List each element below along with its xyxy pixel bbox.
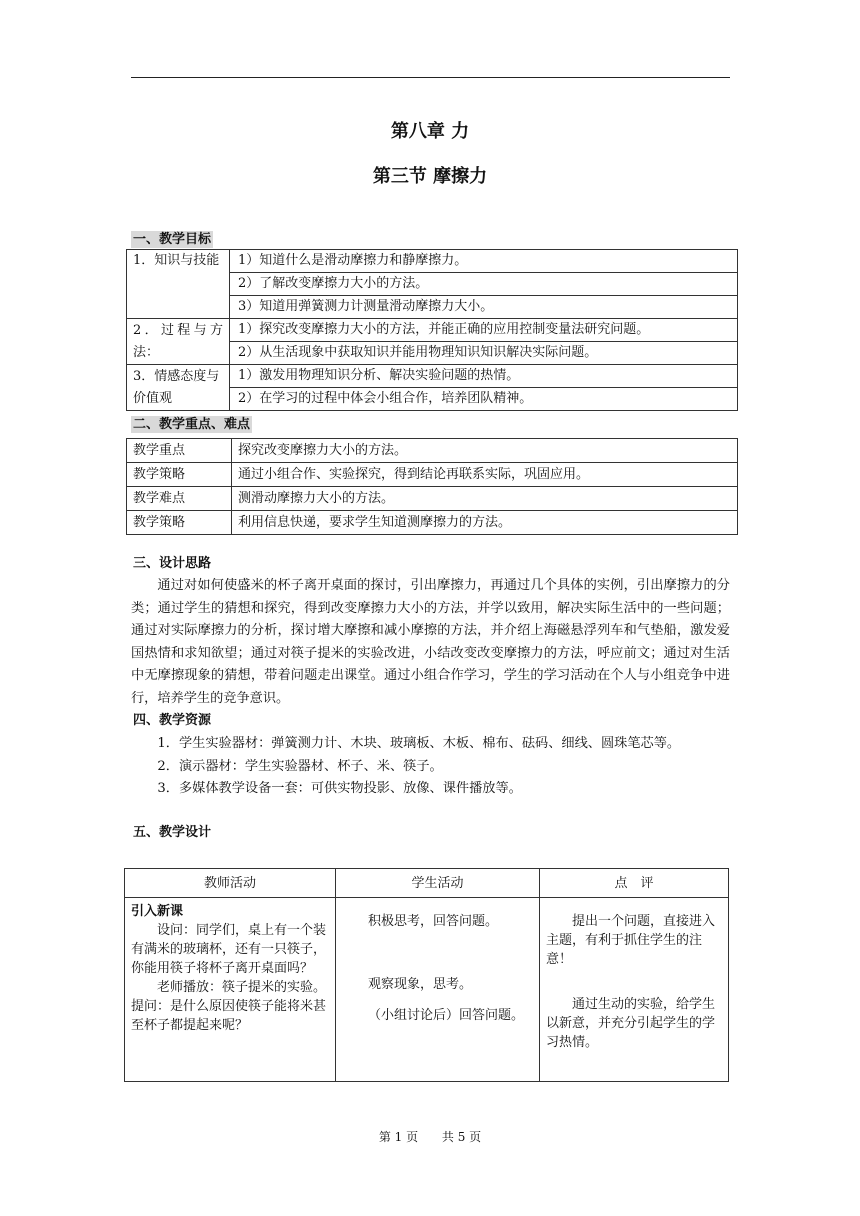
comment-cell bbox=[540, 898, 729, 1082]
header-student: 学生活动 bbox=[336, 869, 540, 898]
comment-1: 提出一个问题，直接进入主题，有利于抓住学生的注意！ bbox=[546, 914, 716, 967]
process-item: 2）从生活现象中获取知识并能用物理知识知识解决实际问题。 bbox=[230, 342, 738, 365]
teacher-activity-cell bbox=[125, 898, 336, 1082]
knowledge-item: 3）知道用弹簧测力计测量滑动摩擦力大小。 bbox=[230, 296, 738, 319]
student-response-2: 观察现象，思考。 bbox=[368, 977, 473, 992]
teacher-demo: 老师播放：筷子提米的实验。 bbox=[157, 980, 327, 995]
resource-item: 3．多媒体教学设备一套：可供实物投影、放像、课件播放等。 bbox=[157, 781, 522, 796]
resource-item: 1．学生实验器材：弹簧测力计、木块、玻璃板、木板、棉布、砝码、细线、圆珠笔芯等。 bbox=[157, 736, 681, 751]
key-point-label: 教学策略 bbox=[127, 511, 232, 535]
section-heading-objectives: 一、教学目标 bbox=[133, 232, 212, 247]
student-response-1: 积极思考，回答问题。 bbox=[368, 914, 499, 929]
footer-total-pages: 共 5 页 bbox=[441, 1130, 482, 1144]
section-heading-key-points: 二、教学重点、难点 bbox=[133, 417, 251, 432]
teacher-ask: 提问：是什么原因使筷子能将米甚至杯子都提起来呢？ bbox=[131, 999, 327, 1033]
resources-list bbox=[131, 733, 730, 801]
teaching-design-table bbox=[124, 868, 729, 1082]
comment-2: 通过生动的实验，给学生以新意，并充分引起学生的学习热情。 bbox=[546, 997, 716, 1050]
knowledge-item: 1）知道什么是滑动摩擦力和静摩擦力。 bbox=[230, 250, 738, 273]
key-point-value: 通过小组合作、实验探究，得到结论再联系实际，巩固应用。 bbox=[232, 463, 738, 487]
process-label: 2．过程与方法： bbox=[127, 319, 230, 365]
attitude-item: 2）在学习的过程中体会小组合作，培养团队精神。 bbox=[230, 388, 738, 411]
resource-item: 2．演示器材：学生实验器材、杯子、米、筷子。 bbox=[157, 758, 443, 774]
knowledge-item: 2）了解改变摩擦力大小的方法。 bbox=[230, 273, 738, 296]
attitude-label: 3．情感态度与价值观 bbox=[127, 365, 230, 411]
section-heading-resources: 四、教学资源 bbox=[133, 713, 212, 728]
process-item: 1）探究改变摩擦力大小的方法，并能正确的应用控制变量法研究问题。 bbox=[230, 319, 738, 342]
key-point-value: 探究改变摩擦力大小的方法。 bbox=[232, 439, 738, 463]
footer-page-number: 第 1 页 bbox=[378, 1130, 419, 1144]
student-response-3: （小组讨论后）回答问题。 bbox=[368, 1008, 525, 1023]
key-point-value: 测滑动摩擦力大小的方法。 bbox=[232, 487, 738, 511]
section-heading-design-idea: 三、设计思路 bbox=[133, 556, 212, 571]
header-comment: 点 评 bbox=[540, 869, 729, 898]
key-point-label: 教学难点 bbox=[127, 487, 232, 511]
section-heading-teaching-design: 五、教学设计 bbox=[133, 825, 212, 840]
design-idea-text: 通过对如何使盛米的杯子离开桌面的探讨，引出摩擦力，再通过几个具体的实例，引出摩擦力的分类；通过学生的猜想和探究，得到改变摩擦力大小的方法，并学以致用，解决实际生活中的一些问题；通过对实际摩擦力的分析，探讨增大摩擦和减小摩擦的方法，并介绍上海磁悬浮列车和气垫船，激发爱国热情和求知欲望；通过对筷子提米的实验改进，小结改变改变摩擦力的方法，呼应前文；通过对生活中无摩擦现象的猜想，带着问题走出课堂。通过小组合作学习，学生的学习活动在个人与小组竞争中进行，培养学生的竞争意识。 bbox=[131, 578, 730, 706]
header-rule bbox=[131, 77, 730, 78]
student-activity-cell bbox=[336, 898, 540, 1082]
teacher-heading: 引入新课 bbox=[131, 904, 184, 919]
key-points-table bbox=[126, 438, 738, 535]
design-idea-paragraph bbox=[131, 575, 730, 710]
page-footer bbox=[0, 1128, 860, 1145]
key-point-label: 教学策略 bbox=[127, 463, 232, 487]
teacher-question: 设问：同学们，桌上有一个装有满米的玻璃杯，还有一只筷子，你能用筷子将杯子离开桌面吗？ bbox=[131, 923, 327, 976]
knowledge-label: 1．知识与技能 bbox=[127, 250, 230, 319]
key-point-value: 利用信息快递，要求学生知道测摩擦力的方法。 bbox=[232, 511, 738, 535]
key-point-label: 教学重点 bbox=[127, 439, 232, 463]
section-title: 第三节 摩擦力 bbox=[372, 166, 488, 187]
chapter-title: 第八章 力 bbox=[390, 121, 470, 142]
header-teacher: 教师活动 bbox=[125, 869, 336, 898]
attitude-item: 1）激发用物理知识分析、解决实验问题的热情。 bbox=[230, 365, 738, 388]
objectives-table bbox=[126, 249, 738, 411]
